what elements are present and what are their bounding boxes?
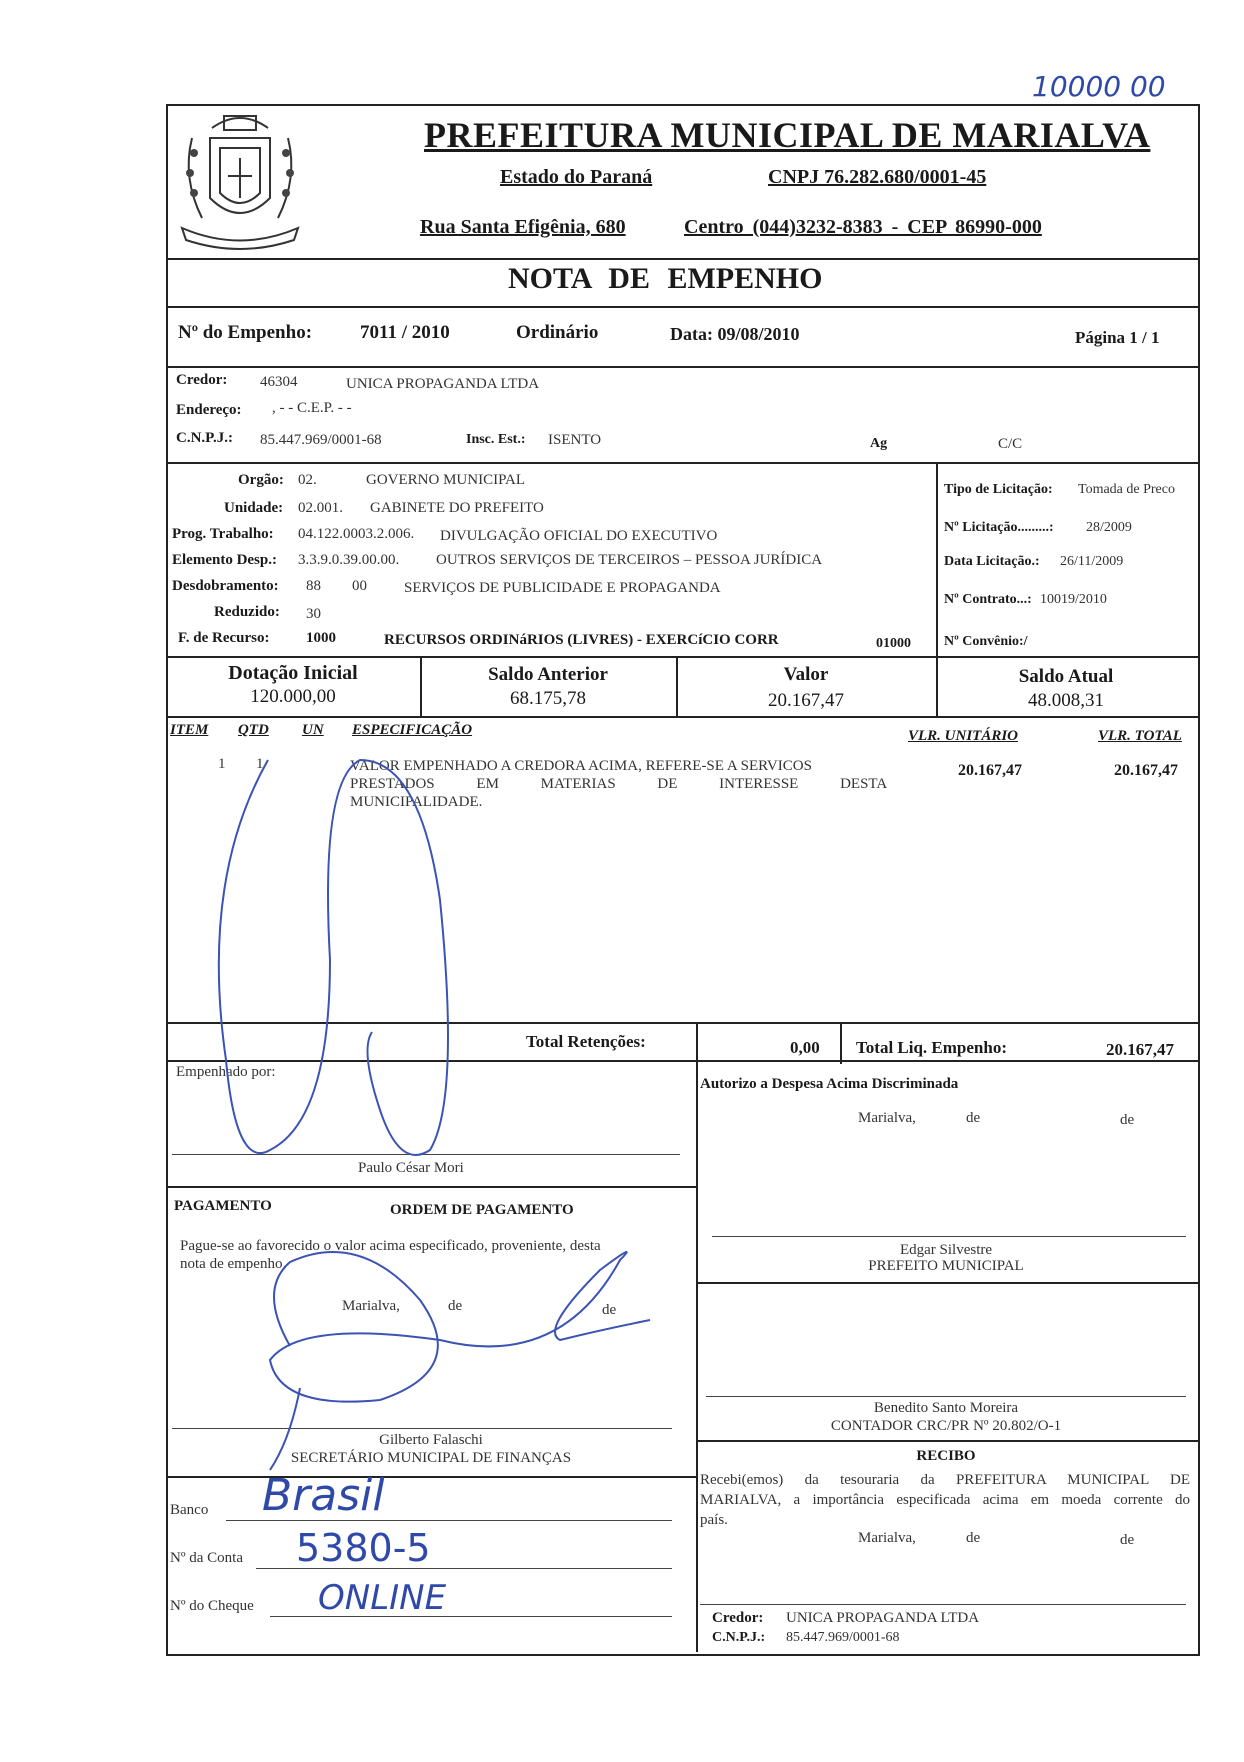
municipality-title: PREFEITURA MUNICIPAL DE MARIALVA xyxy=(424,115,1151,155)
credor-insc: ISENTO xyxy=(548,432,602,448)
desdobramento-label: Desdobramento: xyxy=(172,578,279,594)
contador-role: CONTADOR CRC/PR Nº 20.802/O-1 xyxy=(830,1418,1062,1434)
credor-label: Credor: xyxy=(176,372,228,388)
contact-text: Centro (044)3232-8383 - CEP 86990-000 xyxy=(684,216,1042,238)
state-text: Estado do Paraná xyxy=(500,166,653,188)
pagamento-city: Marialva, xyxy=(342,1298,400,1314)
num-licitacao-label: Nº Licitação.........: xyxy=(944,520,1054,535)
pagamento-text-line1: Pague-se ao favorecido o valor acima especificado, proveniente, desta xyxy=(180,1238,601,1254)
credor-cnpj: 85.447.969/0001-68 xyxy=(260,432,382,448)
pagamento-de1: de xyxy=(448,1298,463,1314)
col-item: ITEM xyxy=(170,722,209,738)
credor-address: , - - C.E.P. - - xyxy=(272,400,352,416)
convenio-label: Nº Convênio:/ xyxy=(944,634,1028,649)
col-vlr-total: VLR. TOTAL xyxy=(1098,728,1182,744)
pagamento-signer: Gilberto Falaschi xyxy=(379,1432,483,1448)
fonte-label: F. de Recurso: xyxy=(178,630,270,646)
handwritten-amount: 10000 00 xyxy=(1032,70,1166,103)
recibo-cnpj: 85.447.969/0001-68 xyxy=(786,1630,900,1645)
recibo-city: Marialva, xyxy=(858,1530,916,1546)
saldo-atual-value: 48.008,31 xyxy=(1028,690,1104,711)
ordem-pagamento-label: ORDEM DE PAGAMENTO xyxy=(390,1202,574,1218)
page-number: Página 1 / 1 xyxy=(1075,328,1160,347)
recibo-line2: MARIALVA, a importância especificada acima em moeda corrente do xyxy=(700,1492,1190,1508)
orgao-label: Orgão: xyxy=(238,472,284,488)
prog-label: Prog. Trabalho: xyxy=(172,526,274,542)
item-desc-line1: VALOR EMPENHADO A CREDORA ACIMA, REFERE-SE A SERVICOS xyxy=(350,758,812,774)
agency-label: Ag xyxy=(870,436,888,451)
fonte-code2: 01000 xyxy=(876,636,911,651)
tipo-licitacao: Tomada de Preco xyxy=(1078,482,1175,497)
unidade-code: 02.001. xyxy=(298,500,343,516)
empenho-number: 7011 / 2010 xyxy=(360,322,450,343)
elemento-code: 3.3.9.0.39.00.00. xyxy=(298,552,400,568)
reduzido-code: 30 xyxy=(306,606,321,622)
pagamento-signer-role: SECRETÁRIO MUNICIPAL DE FINANÇAS xyxy=(290,1450,572,1466)
retencoes-value: 0,00 xyxy=(790,1038,820,1057)
autorizo-city: Marialva, xyxy=(858,1110,916,1126)
pagamento-label: PAGAMENTO xyxy=(174,1198,272,1214)
col-qtd: QTD xyxy=(238,722,269,738)
insc-label: Insc. Est.: xyxy=(466,432,526,447)
banco-value: Brasil xyxy=(262,1470,385,1521)
item-desc-line3: MUNICIPALIDADE. xyxy=(350,794,483,810)
dotacao-label: Dotação Inicial xyxy=(228,662,358,684)
item-qtd: 1 xyxy=(256,756,264,772)
autorizo-signer-role: PREFEITO MUNICIPAL xyxy=(868,1258,1024,1274)
item-vlr-total: 20.167,47 xyxy=(1114,762,1178,779)
contrato-label: Nº Contrato...: xyxy=(944,592,1032,607)
recibo-de2: de xyxy=(1120,1532,1135,1548)
prog-code: 04.122.0003.2.006. xyxy=(298,526,415,542)
recibo-credor-label: Credor: xyxy=(712,1610,764,1626)
liq-empenho-label: Total Liq. Empenho: xyxy=(856,1038,1007,1057)
elemento-label: Elemento Desp.: xyxy=(172,552,277,568)
cheque-label: Nº do Cheque xyxy=(170,1598,254,1614)
col-especificacao: ESPECIFICAÇÃO xyxy=(352,722,473,738)
recibo-de1: de xyxy=(966,1530,981,1546)
item-desc-line2: PRESTADOS EM MATERIAS DE INTERESSE DESTA xyxy=(350,776,888,792)
desdobramento-code2: 00 xyxy=(352,578,367,594)
recibo-credor-name: UNICA PROPAGANDA LTDA xyxy=(786,1610,980,1626)
pagamento-de2: de xyxy=(602,1302,617,1318)
elemento-name: OUTROS SERVIÇOS DE TERCEIROS – PESSOA JURÍDICA xyxy=(436,552,823,568)
autorizo-signer: Edgar Silvestre xyxy=(899,1242,993,1258)
conta-label: Nº da Conta xyxy=(170,1550,243,1566)
retencoes-label: Total Retenções: xyxy=(526,1032,646,1051)
unidade-name: GABINETE DO PREFEITO xyxy=(370,500,544,516)
empenho-label: Nº do Empenho: xyxy=(178,322,313,343)
empenhado-label: Empenhado por: xyxy=(176,1064,276,1080)
contador-name: Benedito Santo Moreira xyxy=(873,1400,1019,1416)
desdobramento-code1: 88 xyxy=(306,578,321,594)
empenhado-signer: Paulo César Mori xyxy=(358,1160,464,1176)
cnpj-label: C.N.P.J.: xyxy=(176,430,233,446)
empenho-date: Data: 09/08/2010 xyxy=(670,324,800,344)
desdobramento-name: SERVIÇOS DE PUBLICIDADE E PROPAGANDA xyxy=(404,580,721,596)
saldo-atual-label: Saldo Atual xyxy=(1018,666,1114,687)
recibo-cnpj-label: C.N.P.J.: xyxy=(712,1630,766,1645)
col-vlr-unitario: VLR. UNITÁRIO xyxy=(908,728,1019,744)
reduzido-label: Reduzido: xyxy=(214,604,280,620)
item-vlr-unitario: 20.167,47 xyxy=(958,762,1022,779)
saldo-anterior-label: Saldo Anterior xyxy=(488,664,608,685)
address-text: Rua Santa Efigênia, 680 xyxy=(420,216,626,238)
coat-of-arms-logo xyxy=(172,108,308,254)
autorizo-de1: de xyxy=(966,1110,981,1126)
valor-label: Valor xyxy=(783,664,829,685)
recibo-line3: país. xyxy=(700,1512,728,1528)
dotacao-value: 120.000,00 xyxy=(250,686,336,707)
cnpj-text: CNPJ 76.282.680/0001-45 xyxy=(768,166,987,188)
liq-empenho-value: 20.167,47 xyxy=(1106,1040,1174,1059)
contrato: 10019/2010 xyxy=(1040,592,1107,607)
credor-name: UNICA PROPAGANDA LTDA xyxy=(346,376,540,392)
orgao-name: GOVERNO MUNICIPAL xyxy=(366,472,526,488)
recibo-label: RECIBO xyxy=(916,1448,976,1464)
document-title: NOTA DE EMPENHO xyxy=(508,262,823,295)
address-label: Endereço: xyxy=(176,402,242,418)
account-label: C/C xyxy=(998,436,1023,452)
fonte-code: 1000 xyxy=(306,630,336,646)
saldo-anterior-value: 68.175,78 xyxy=(510,688,586,709)
fonte-name: RECURSOS ORDINáRIOS (LIVRES) - EXERCíCIO CORR xyxy=(384,632,779,648)
recibo-line1: Recebi(emos) da tesouraria da PREFEITURA MUNICIPAL DE xyxy=(700,1472,1190,1488)
empenho-type: Ordinário xyxy=(516,322,599,343)
autorizo-label: Autorizo a Despesa Acima Discriminada xyxy=(700,1076,959,1092)
item-number: 1 xyxy=(218,756,226,772)
orgao-code: 02. xyxy=(298,472,317,488)
valor-value: 20.167,47 xyxy=(768,690,844,711)
num-licitacao: 28/2009 xyxy=(1086,520,1132,535)
col-un: UN xyxy=(302,722,324,738)
conta-value: 5380-5 xyxy=(296,1526,431,1570)
banco-label: Banco xyxy=(170,1502,209,1518)
prog-name: DIVULGAÇÃO OFICIAL DO EXECUTIVO xyxy=(440,528,718,544)
pagamento-text-line2: nota de empenho. xyxy=(180,1256,287,1272)
cheque-value: ONLINE xyxy=(318,1578,447,1618)
credor-code: 46304 xyxy=(260,374,298,390)
data-licitacao: 26/11/2009 xyxy=(1060,554,1124,569)
autorizo-de2: de xyxy=(1120,1112,1135,1128)
data-licitacao-label: Data Licitação.: xyxy=(944,554,1040,569)
tipo-licitacao-label: Tipo de Licitação: xyxy=(944,482,1053,497)
unidade-label: Unidade: xyxy=(224,500,284,516)
